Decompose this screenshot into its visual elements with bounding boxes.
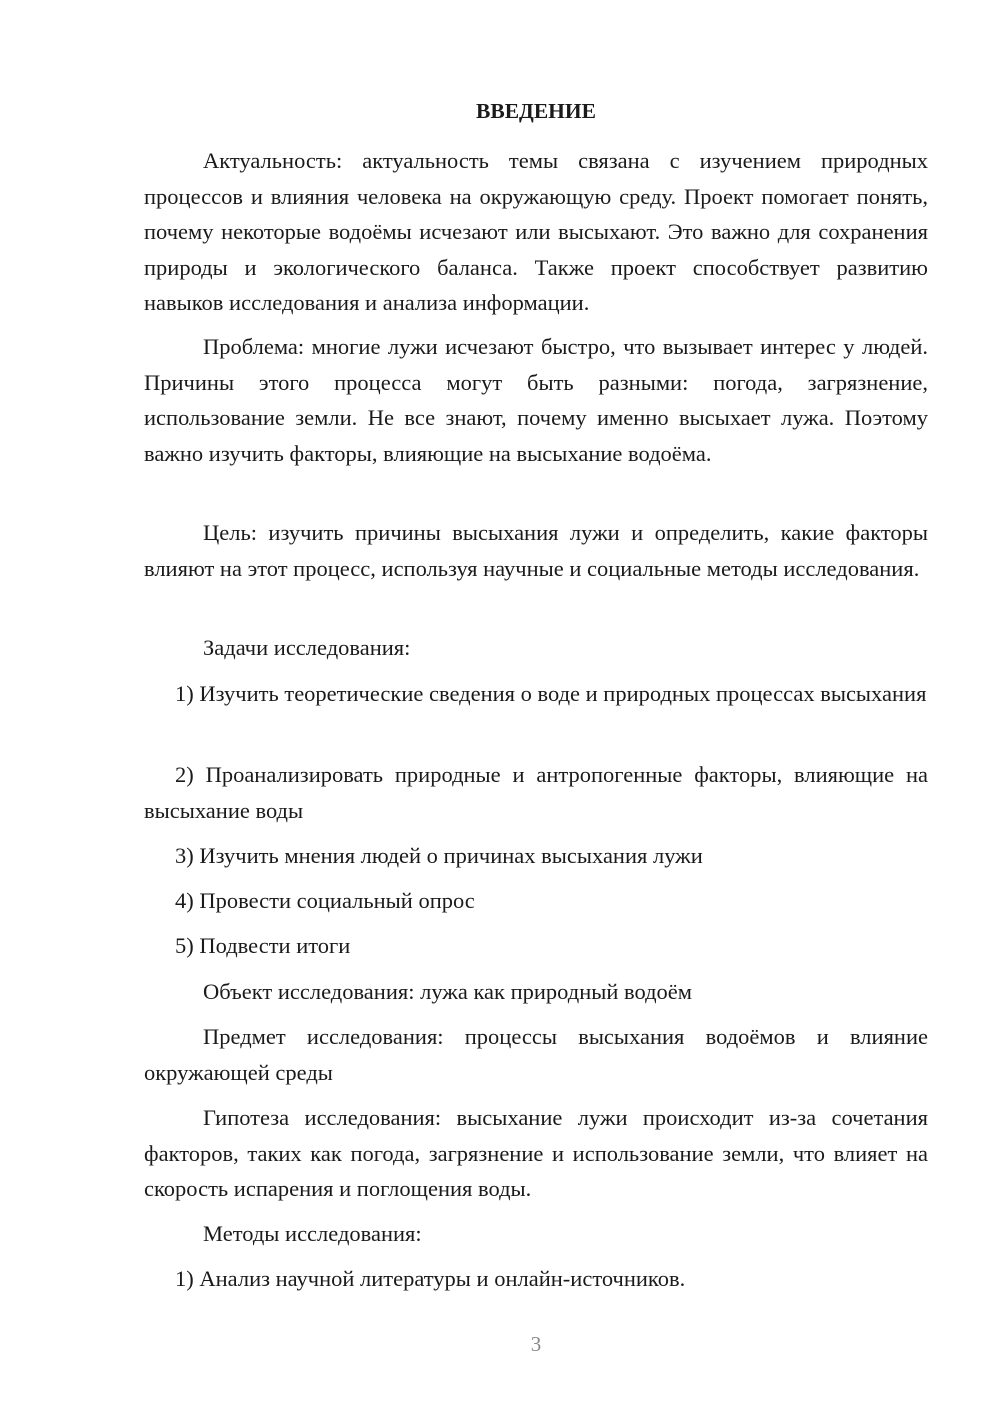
methods-title: Методы исследования: xyxy=(203,1221,422,1246)
task-item-2: 2) Проанализировать природные и антропогенные факторы, влияющие на высыхание воды xyxy=(144,762,928,823)
task-item-3: 3) Изучить мнения людей о причинах высыхания лужи xyxy=(175,843,703,868)
task-item-4: 4) Провести социальный опрос xyxy=(175,888,475,913)
page-number: 3 xyxy=(530,1332,542,1356)
document-page xyxy=(144,0,928,1414)
tasks-title: Задачи исследования: xyxy=(203,635,411,660)
task-item-5: 5) Подвести итоги xyxy=(175,933,351,958)
goal-paragraph: Цель: изучить причины высыхания лужи и определить, какие факторы влияют на этот процесс, используя научные и социальные методы исследования. xyxy=(144,520,928,581)
task-item-1: 1) Изучить теоретические сведения о воде и природных процессах высыхания xyxy=(175,681,927,706)
relevance-paragraph: Актуальность: актуальность темы связана с изучением природных процессов и влияния человека на окружающую среду. Проект помогает понять, почему некоторые водоёмы исчезают или высыхают. Это важно для сохранения природы и экологического баланса. Также проект способствует развитию навыков исследования и анализа информации. xyxy=(144,148,928,315)
object-paragraph: Объект исследования: лужа как природный водоём xyxy=(203,979,693,1004)
hypothesis-paragraph: Гипотеза исследования: высыхание лужи происходит из-за сочетания факторов, таких как погода, загрязнение и использование земли, что влияет на скорость испарения и поглощения воды. xyxy=(144,1105,928,1201)
method-item-1: 1) Анализ научной литературы и онлайн-источников. xyxy=(175,1266,686,1291)
subject-paragraph: Предмет исследования: процессы высыхания водоёмов и влияние окружающей среды xyxy=(144,1024,928,1085)
section-heading: ВВЕДЕНИЕ xyxy=(476,99,596,123)
problem-paragraph: Проблема: многие лужи исчезают быстро, что вызывает интерес у людей. Причины этого процесса могут быть разными: погода, загрязнение, использование земли. Не все знают, почему именно высыхает лужа. Поэтому важно изучить факторы, влияющие на высыхание водоёма. xyxy=(144,334,928,466)
